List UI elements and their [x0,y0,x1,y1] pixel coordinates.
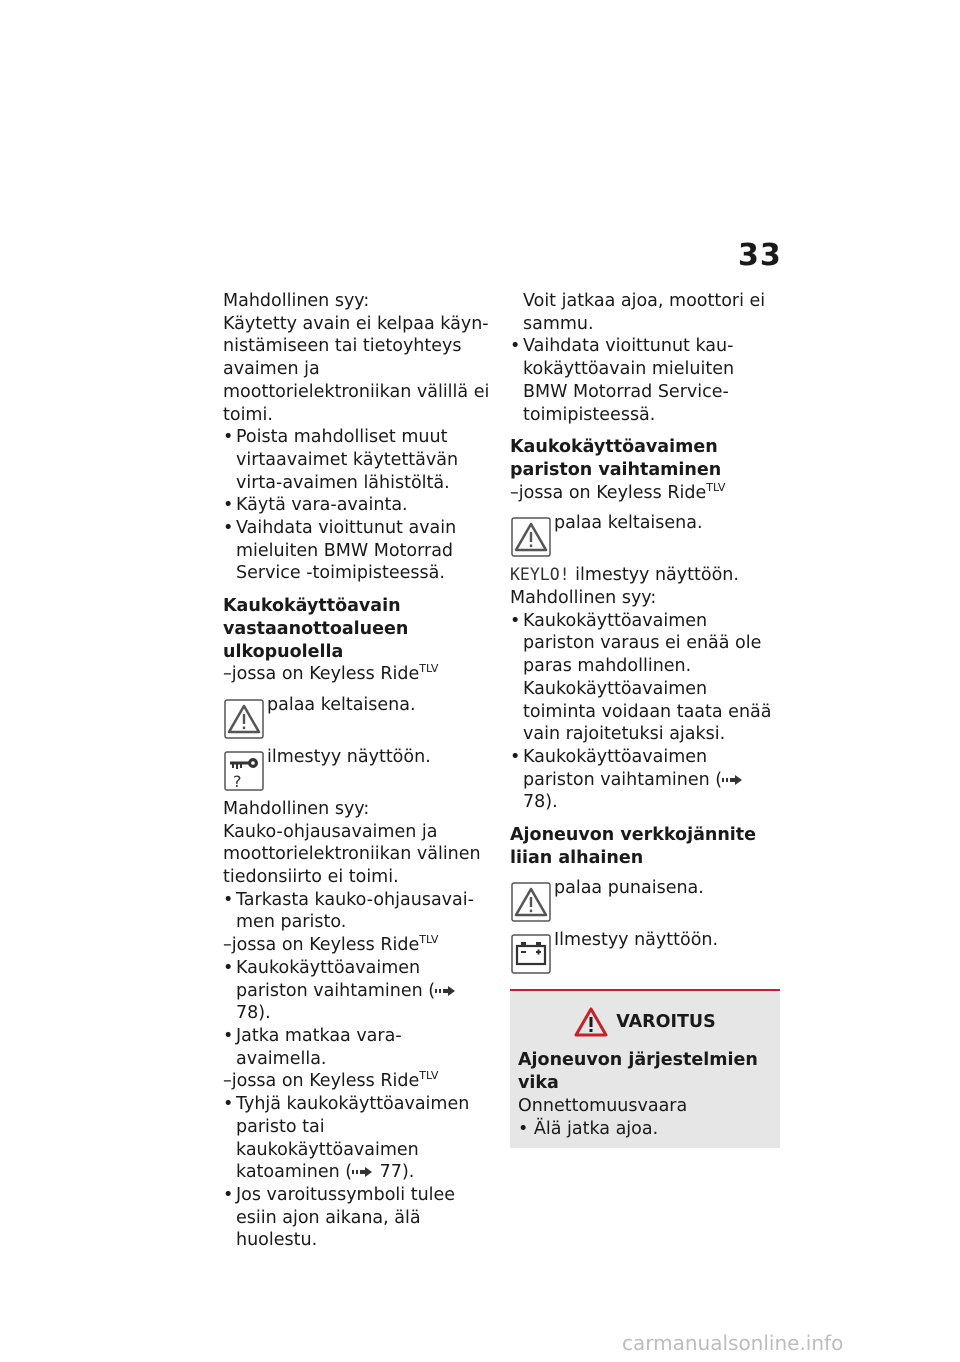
battery-icon [511,934,551,974]
key-question-icon [224,751,264,791]
right-column [510,290,780,1148]
list-item: • Jatka matkaa vara-avaimella. [223,1025,491,1070]
display-code: KEYLO! [510,565,570,585]
condition-line: –jossa on Keyless Ride$^{TLV}$ [223,662,439,685]
list-item: • Kaukokäyttöavaimen pariston vaihtaminen ( 78). [223,957,491,1025]
list-item: • Poista mahdolliset muut virtaavaimet käytettävän virta-avaimen lähistöltä. [223,426,491,494]
condition-line: –jossa on Keyless Ride$^{TLV}$ [223,933,439,956]
cause-text: Kauko-ohjausavaimen ja moottorielektroniikan välinen tiedonsiirto ei toimi. [223,821,481,888]
tlv-superscript: TLV [419,1069,439,1083]
tlv-superscript: TLV [419,933,439,947]
warning-item: • Älä jatka ajoa. [518,1118,659,1139]
display-message-line: KEYLO! ilmestyy näyttöön. [510,565,739,586]
section-heading: Kaukokäyttöavaimen pariston vaihtaminen [510,437,722,480]
page-reference-link[interactable]: 78 [236,1003,259,1024]
list-item: • Vaihdata vioittunut kaukokäyttöavain mieluiten BMW Motorrad Servicetoimipisteessä. [510,335,780,426]
indicator-row [510,877,780,921]
list-item: • Vaihdata vioittunut avain mieluiten BMW Motorrad Service -toimipisteessä. [223,517,491,585]
page-reference-link[interactable]: 77 [379,1162,402,1183]
watermark: carmanualsonline.info [622,1331,844,1355]
left-column [223,290,491,1252]
section-heading: Kaukokäyttöavain vastaanottoalueen ulkopuolella [223,596,409,662]
indicator-text: palaa keltaisena. [267,694,416,715]
indicator-text: palaa keltaisena. [554,513,703,534]
indicator-row [223,694,491,738]
indicator-text: Ilmestyy näyttöön. [554,930,719,951]
condition-line: –jossa on Keyless Ride$^{TLV}$ [510,480,726,503]
list-item: • Kaukokäyttöavaimen pariston vaihtaminen ( 78). [510,746,780,814]
reference-arrow-icon [435,985,457,997]
cause-label: Mahdollinen syy: [223,291,370,311]
list-item-continued: Voit jatkaa ajoa, moottori ei sammu. [523,291,766,334]
warning-triangle-icon [511,882,551,922]
reference-arrow-icon [352,1166,374,1178]
indicator-text: palaa punaisena. [554,878,704,899]
list-item: • Käytä vara-avainta. [223,494,491,517]
list-item: • Kaukokäyttöavaimen pariston varaus ei enää ole paras mahdollinen. Kaukokäyttöavaimen toiminta voidaan taata enää vain rajoitetuksi ajaksi. [510,610,780,746]
list-item: • Tyhjä kaukokäyttöavaimen paristo tai kaukokäyttöavaimen katoaminen ( 77). [223,1093,491,1184]
list-item: • Jos varoitussymboli tulee esiin ajon aikana, älä huolestu. [223,1184,491,1252]
warning-box [510,989,780,1148]
warning-label: VAROITUS [616,1012,716,1033]
page-reference-link[interactable]: 78 [523,792,546,813]
warning-triangle-icon [511,517,551,557]
section-heading: Ajoneuvon verkkojännite liian alhainen [510,825,757,868]
reference-arrow-icon [722,774,744,786]
warning-title: Ajoneuvon järjestelmien vika [518,1050,758,1094]
page-number: 33 [738,238,782,273]
tlv-superscript: TLV [419,662,439,676]
svg-text:?: ? [233,771,242,791]
indicator-text: ilmestyy näyttöön. [267,746,431,767]
tlv-superscript: TLV [706,480,726,494]
indicator-row [510,512,780,556]
cause-label: Mahdollinen syy: [223,798,370,819]
cause-label: Mahdollinen syy: [510,588,657,609]
warning-exclamation-icon [574,1007,608,1037]
list-item: • Tarkasta kauko-ohjausavaimen paristo. [223,889,491,934]
warning-header [518,1007,772,1037]
condition-line: –jossa on Keyless Ride$^{TLV}$ [223,1069,439,1092]
indicator-row [223,746,491,790]
warning-subtitle: Onnettomuusvaara [518,1095,688,1116]
indicator-row [510,929,780,973]
warning-triangle-icon [224,699,264,739]
cause-text: Käytetty avain ei kelpaa käynnistämiseen tai tietoyhteys avaimen ja moottorielektroniikan välillä ei toimi. [223,313,490,425]
